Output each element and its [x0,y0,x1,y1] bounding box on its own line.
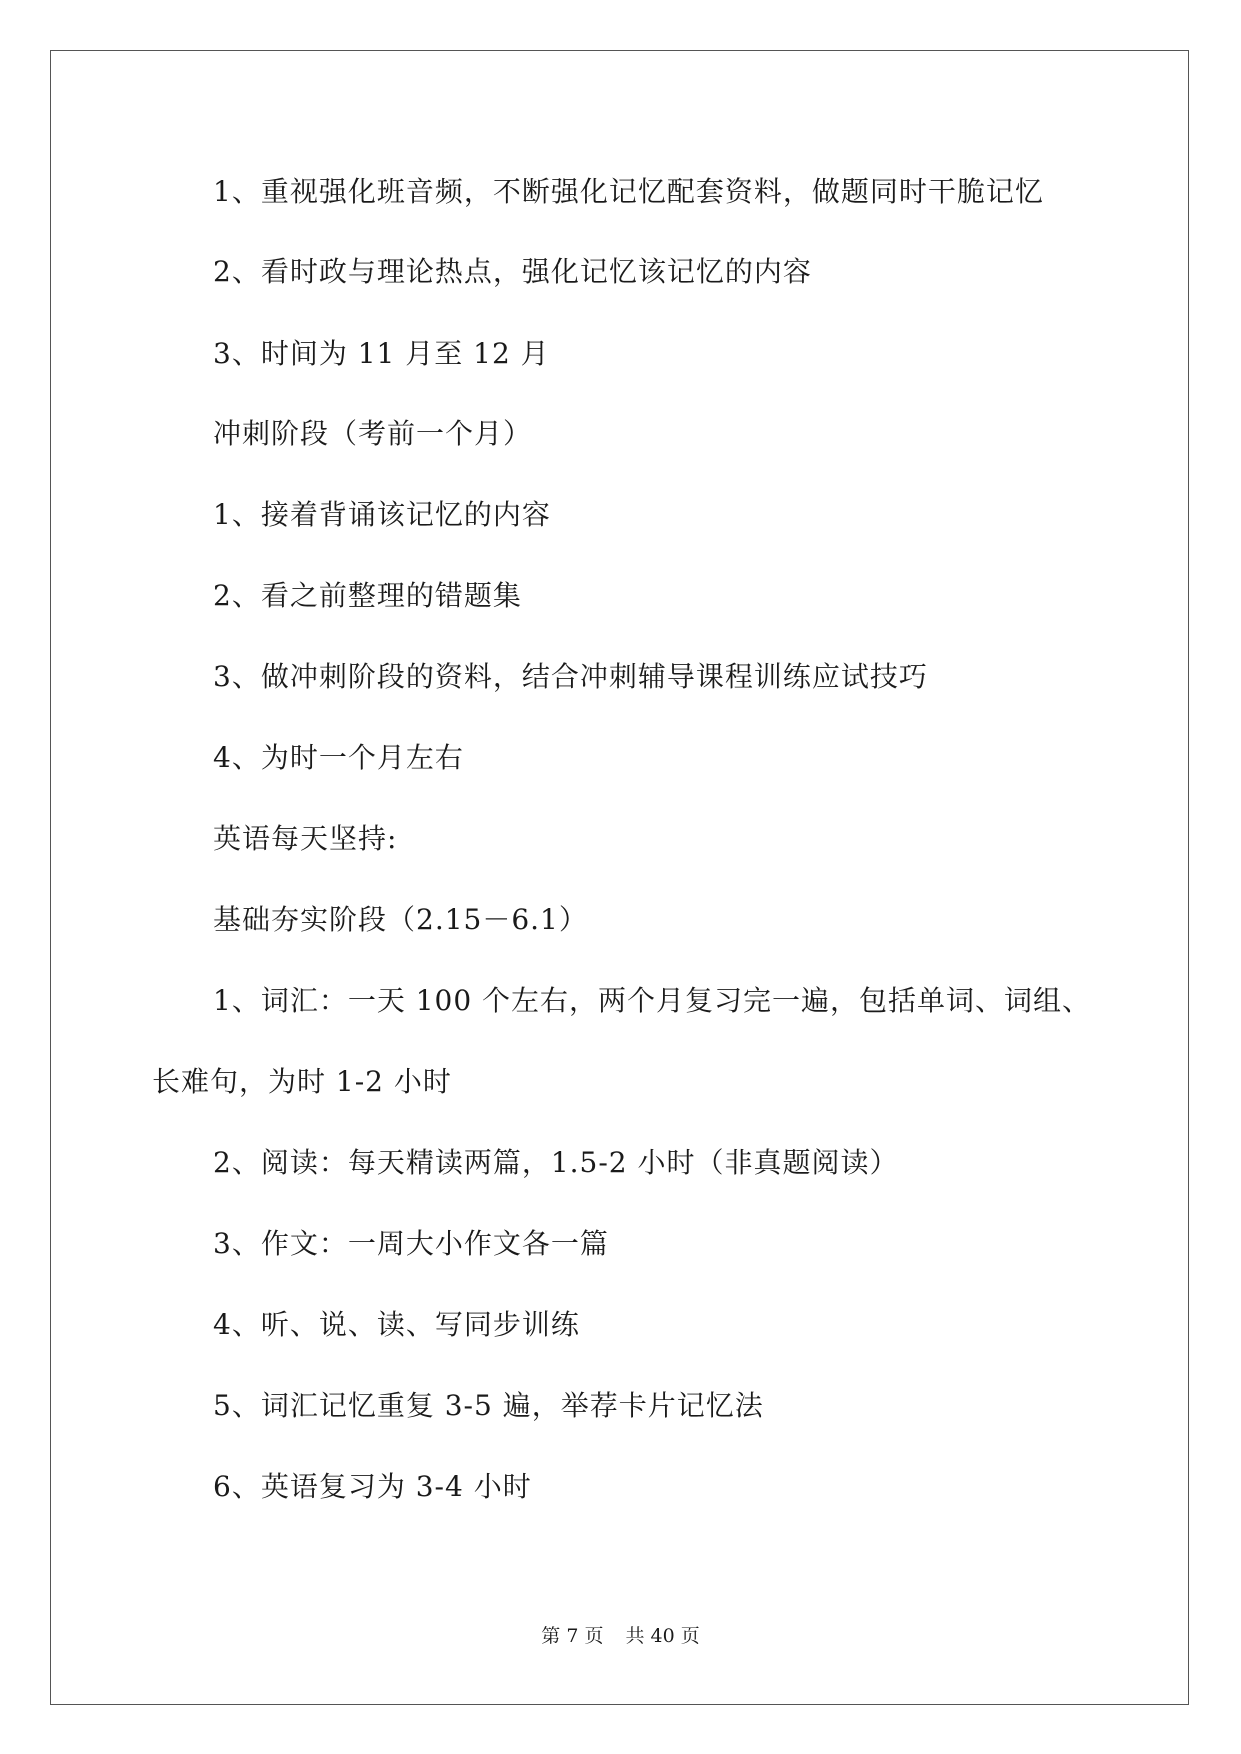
paragraph-continuation: 长难句，为时 1-2 小时 [152,1065,452,1098]
section-heading: 基础夯实阶段（2.15－6.1） [213,903,588,936]
section-heading: 冲刺阶段（考前一个月） [213,417,533,450]
paragraph: 6、英语复习为 3-4 小时 [213,1470,532,1503]
paragraph: 2、看之前整理的错题集 [213,579,522,612]
paragraph: 2、看时政与理论热点，强化记忆该记忆的内容 [213,255,812,288]
paragraph: 4、听、说、读、写同步训练 [213,1308,580,1341]
paragraph: 5、词汇记忆重复 3-5 遍，举荐卡片记忆法 [213,1389,764,1422]
page-footer [0,1624,1241,1648]
paragraph: 1、词汇：一天 100 个左右，两个月复习完一遍，包括单词、词组、 [213,984,1092,1017]
page-total: 共 40 页 [625,1625,700,1647]
paragraph: 1、重视强化班音频，不断强化记忆配套资料，做题同时干脆记忆 [213,175,1044,208]
paragraph: 3、时间为 11 月至 12 月 [213,337,550,370]
paragraph: 3、做冲刺阶段的资料，结合冲刺辅导课程训练应试技巧 [213,660,928,693]
paragraph: 2、阅读：每天精读两篇，1.5-2 小时（非真题阅读） [213,1146,899,1179]
section-heading: 英语每天坚持: [213,822,398,855]
paragraph: 3、作文：一周大小作文各一篇 [213,1227,609,1260]
page-number: 第 7 页 [541,1625,604,1647]
paragraph: 1、接着背诵该记忆的内容 [213,498,551,531]
paragraph: 4、为时一个月左右 [213,741,464,774]
